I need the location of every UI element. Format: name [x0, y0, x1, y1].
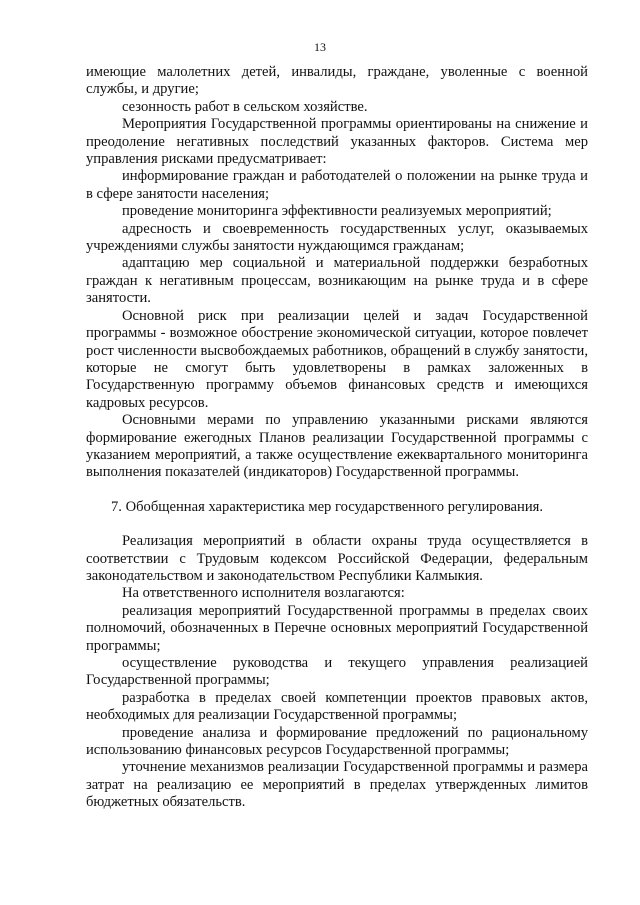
- paragraph: осуществление руководства и текущего управления реализацией Государственной программы;: [86, 655, 588, 689]
- paragraph: уточнение механизмов реализации Государственной программы и размера затрат на реализацию ее мероприятий в пределах утвержденных лимитов бюджетных обязательств.: [86, 759, 588, 811]
- paragraph: информирование граждан и работодателей о положении на рынке труда и в сфере занятости населения;: [86, 168, 588, 202]
- paragraph: реализация мероприятий Государственной программы в пределах своих полномочий, обозначенных в Перечне основных мероприятий Государственной программы;: [86, 602, 588, 654]
- paragraph: разработка в пределах своей компетенции проектов правовых актов, необходимых для реализации Государственной программы;: [86, 689, 588, 724]
- spacer: [86, 482, 588, 499]
- paragraph: проведение мониторинга эффективности реализуемых мероприятий;: [122, 203, 552, 220]
- spacer: [86, 516, 588, 533]
- document-body: [86, 64, 588, 812]
- paragraph: Основными мерами по управлению указанными рисками являются формирование ежегодных Планов реализации Государственной программы с указанием мероприятий, а также осуществление ежеквартального мониторинга выполнения показателей (индикаторов) Государственной программы.: [86, 412, 588, 481]
- section-heading: 7. Обобщенная характеристика мер государственного регулирования.: [111, 498, 544, 515]
- paragraph: адресность и своевременность государственных услуг, оказываемых учреждениями службы занятости нуждающимся гражданам;: [86, 220, 588, 255]
- paragraph: На ответственного исполнителя возлагаются:: [122, 585, 405, 602]
- paragraph: адаптацию мер социальной и материальной поддержки безработных граждан к негативным процессам, возникающим на рынке труда и в сфере занятости.: [86, 255, 588, 307]
- page-number: 13: [314, 40, 326, 54]
- paragraph: имеющие малолетних детей, инвалиды, граждане, уволенные с военной службы, и другие;: [86, 64, 588, 98]
- paragraph: Основной риск при реализации целей и задач Государственной программы - возможное обострение экономической ситуации, которое повлечет рост численности высвобождаемых работников, обращений в службу занятости, которые не смогут быть удовлетворены в рамках заложенных в Государственную программу объемов финансовых средств и имеющихся кадровых ресурсов.: [86, 307, 588, 411]
- paragraph: проведение анализа и формирование предложений по рациональному использованию финансовых ресурсов Государственной программы;: [86, 724, 588, 759]
- paragraph: Мероприятия Государственной программы ориентированы на снижение и преодоление негативных последствий указанных факторов. Система мер управления рисками предусматривает:: [86, 116, 588, 168]
- paragraph: Реализация мероприятий в области охраны труда осуществляется в соответствии с Трудовым кодексом Российской Федерации, федеральным законодательством и законодательством Республики Калмыкия.: [86, 533, 588, 584]
- paragraph: сезонность работ в сельском хозяйстве.: [122, 98, 368, 115]
